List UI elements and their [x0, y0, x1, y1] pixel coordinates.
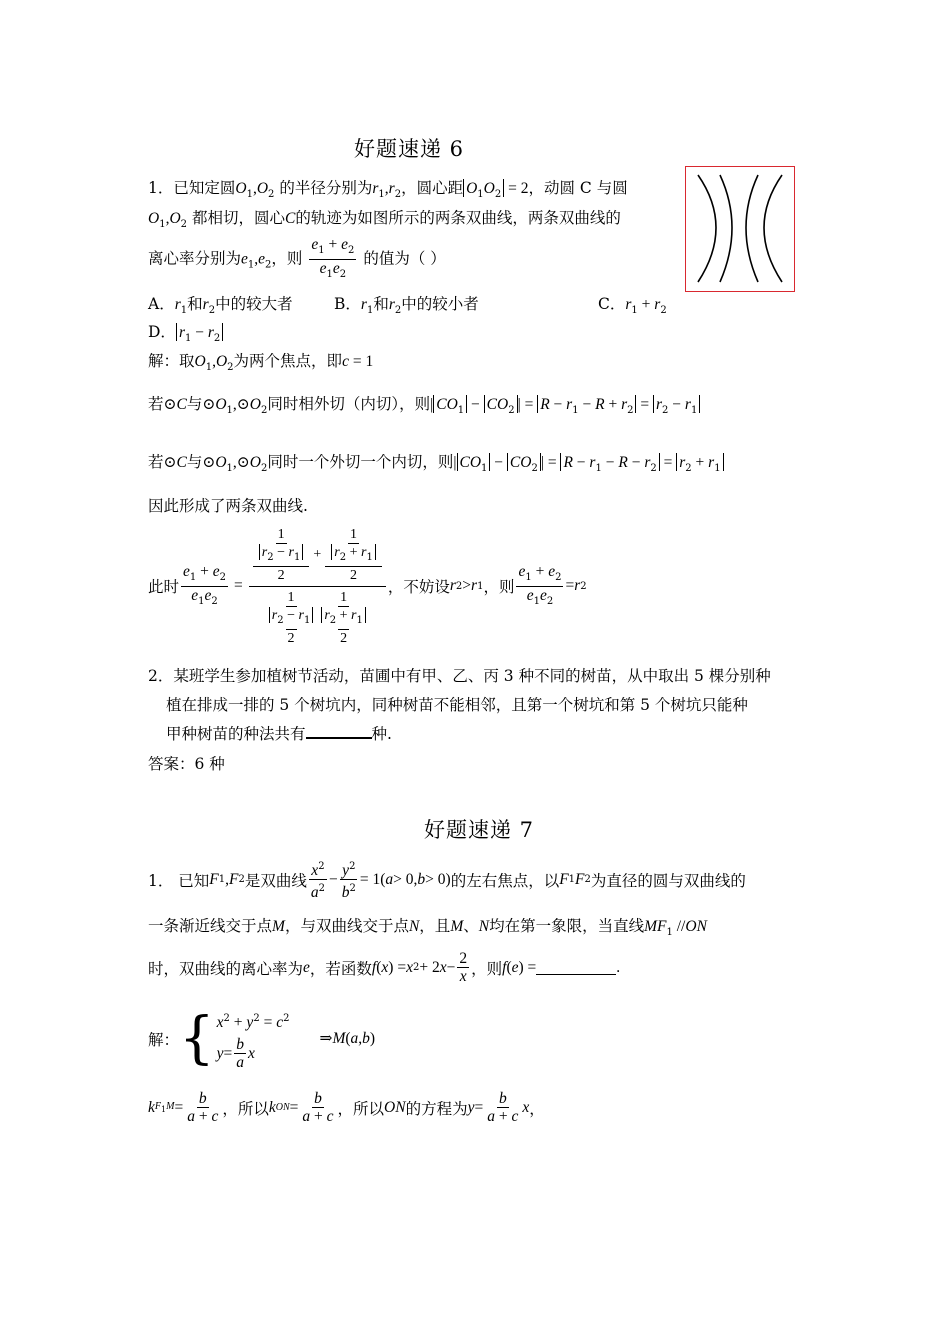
sol7-line2: k $F_1M$ = $\frac{b}{a + c}$ ，所以 k ON = $\frac{b}{a + c}$ ，所以 ON 的方程为 y = $\frac{b}{a + c}$ x ，: [148, 1090, 545, 1125]
section-title-7: 好题速递 7: [424, 818, 535, 842]
option-a: A．$r_1$和$r_2$中的较大者: [148, 295, 293, 317]
p1-line1: 1．已知定圆$O_1,O_2$ 的半径分别为$r_1,r_2$，圆心距 $O_1O_2 = 2$，动圆 C 与圆: [148, 179, 628, 201]
p2-line3: 甲种树苗的种法共有 种.: [166, 725, 392, 743]
p2-line2: 植在排成一排的 5 个树坑内，同种树苗不能相邻，且第一个树坑和第 5 个树坑只能种: [166, 696, 748, 714]
sol7-line1: 解： { $x^2 + y^2 = c^2$ y = $\frac{b}{a}$ x ⇒ M ( a , b ): [148, 1005, 376, 1072]
answer-blank[interactable]: [306, 723, 372, 739]
p7-line2: 一条渐近线交于点M，与双曲线交于点N，且M、N均在第一象限，当直线$MF_1$ //ON: [148, 917, 707, 939]
option-c: C．$r_1 + r_2$: [598, 295, 667, 317]
p2-answer: 答案：6 种: [148, 755, 225, 773]
option-b: B．$r_1$和$r_2$中的较小者: [334, 295, 479, 317]
p7-line3: 时，双曲线的离心率为 e ，若函数 f ( x ) = x 2 + 2 x − $\frac{2}{x}$ ，则 f ( e ) = .: [148, 950, 621, 985]
sol6-line1: 解：取$O_1,O_2$为两个焦点，即c = 1: [148, 352, 374, 374]
sol6-line5: 此时 $\frac{e_1 + e_2}{e_1e_2}$ = $\frac{\frac{1}{r_2 - r_1}}{2}$ + $\frac{\frac{1}{r_2 + r_1}}{2}$ 1 $r_2 - r_1$ 2 1 $r_2 + r_1$ 2 ，不妨设 r 2 > r 1 ，则 $\frac{e_1 + e_2}{e_1e_2}$ = r 2: [148, 527, 587, 646]
p2-line1: 2．某班学生参加植树节活动，苗圃中有甲、乙、丙 3 种不同的树苗，从中取出 5 棵分别种: [148, 667, 771, 685]
p7-line1: 1． 已知 F 1 , F 2 是双曲线 $\frac{x^2}{a^2}$ − $\frac{y^2}{b^2}$ = 1( a > 0, b > 0) 的左右焦点，以 F 1 F 2 为直径的圆与双曲线的: [148, 858, 746, 901]
sol6-line4: 因此形成了两条双曲线.: [148, 497, 308, 515]
sol6-line2: 若⊙C与$⊙O_1,⊙O_2$同时相外切（内切），则| $CO_1 - CO_2$ | = $R - r_1 - R + r_2 = r_2 - r_1$: [148, 392, 700, 416]
hyperbola-figure: [685, 166, 795, 292]
hyperbola-curves-icon: [686, 167, 793, 290]
sol6-line3: 若⊙C与$⊙O_1,⊙O_2$同时一个外切一个内切，则| $CO_1 - CO_2$ | = $R - r_1 - R - r_2 = r_2 + r_1$: [148, 450, 724, 474]
p1-line3: 离心率分别为$e_1,e_2$，则 $\frac{e_1 + e_2}{e_1e_2}$ 的值为（ ）: [148, 236, 446, 281]
function-answer-blank[interactable]: [536, 960, 616, 975]
option-d: D． $r_1 - r_2$: [148, 320, 223, 344]
section-title-6: 好题速递 6: [354, 137, 465, 161]
p1-line2: $O_1,O_2$ 都相切，圆心C的轨迹为如图所示的两条双曲线，两条双曲线的: [148, 209, 621, 231]
